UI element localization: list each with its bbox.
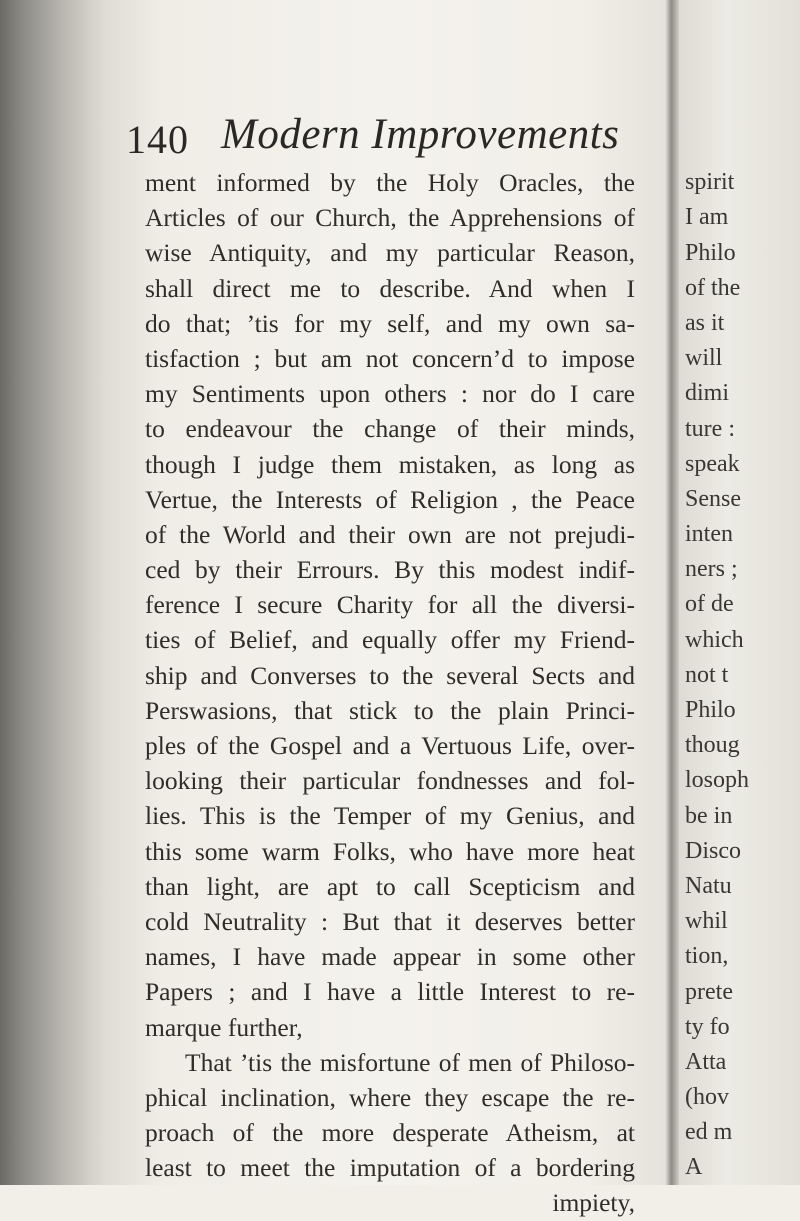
text-line: shall direct me to describe. And when I — [145, 273, 635, 303]
facing-text-line: prete — [685, 978, 733, 1005]
text-line: phical inclination, where they escape the re- — [145, 1082, 635, 1112]
book-page — [105, 0, 665, 1218]
facing-page-text — [685, 130, 800, 1185]
body-text — [145, 165, 635, 1221]
text-line: to endeavour the change of their minds, — [145, 414, 635, 444]
facing-text-line: losoph — [685, 767, 750, 794]
page-fold — [665, 0, 679, 1185]
text-line: cold Neutrality : But that it deserves better — [145, 906, 635, 936]
facing-text-line: ty fo — [685, 1013, 730, 1040]
facing-text-line: which — [685, 626, 744, 653]
facing-text-line: A — [685, 1154, 703, 1181]
facing-text-line: ture : — [685, 415, 735, 442]
facing-text-line: will — [685, 345, 723, 372]
facing-text-line: of de — [685, 591, 734, 618]
facing-text-line: be in — [685, 802, 733, 829]
facing-text-line: of the — [685, 274, 741, 301]
facing-text-line: not t — [685, 661, 729, 688]
text-line: Vertue, the Interests of Religion , the Peace — [145, 484, 635, 514]
text-line: least to meet the imputation of a bordering — [145, 1153, 635, 1183]
facing-text-line: whil — [685, 908, 728, 935]
facing-text-line: as it — [685, 309, 725, 336]
page-header — [126, 110, 646, 166]
catchword-line: impiety, — [552, 1188, 635, 1218]
text-line: names, I have made appear in some other — [145, 942, 635, 972]
facing-text-line — [685, 130, 800, 165]
text-line: looking their particular fondnesses and fol- — [145, 766, 635, 796]
facing-text-line: Sense — [685, 485, 741, 512]
facing-text-line: tion, — [685, 943, 729, 970]
facing-text-line: Philo — [685, 697, 736, 723]
facing-text-line: spirit — [685, 169, 735, 196]
facing-text-line: (hov — [685, 1084, 729, 1111]
text-line: That ’tis the misfortune of men of Philoso- — [185, 1047, 635, 1077]
text-line: ced by their Errours. By this modest indif- — [145, 555, 635, 585]
text-line: marque further, — [145, 1012, 303, 1042]
facing-text-line: ed m — [685, 1119, 733, 1146]
left-binding-shadow — [0, 0, 112, 1185]
text-line: Articles of our Church, the Apprehensions of — [145, 203, 635, 233]
text-line: Perswasions, that stick to the plain Princi- — [145, 695, 635, 725]
running-head: Modern Improvements — [221, 111, 620, 158]
facing-text-line: Disco — [685, 837, 741, 864]
text-line: do that; ’tis for my self, and my own sa- — [145, 308, 635, 338]
facing-text-line: Natu — [685, 872, 732, 899]
facing-text-line: Atta — [685, 1048, 727, 1075]
facing-text-line: Philo — [685, 239, 736, 266]
text-line: Papers ; and I have a little Interest to re- — [145, 977, 635, 1007]
page-number: 140 — [126, 117, 189, 162]
text-line: this some warm Folks, who have more heat — [145, 836, 635, 866]
text-line: ship and Converses to the several Sects and — [145, 660, 635, 690]
text-line: than light, are apt to call Scepticism and — [145, 871, 635, 901]
text-line: ties of Belief, and equally offer my Friend- — [145, 625, 635, 655]
text-line: wise Antiquity, and my particular Reason, — [145, 238, 635, 268]
text-line: proach of the more desperate Atheism, at — [145, 1118, 635, 1148]
facing-page — [679, 0, 800, 1185]
text-line: ference I secure Charity for all the diversi- — [145, 590, 635, 620]
text-line: lies. This is the Temper of my Genius, and — [145, 801, 635, 831]
facing-text-line: thoug — [685, 732, 740, 759]
text-line: ples of the Gospel and a Vertuous Life, over- — [145, 731, 635, 760]
facing-text-line: dimi — [685, 380, 730, 407]
text-line: of the World and their own are not prejudi- — [145, 519, 635, 549]
text-line: tisfaction ; but am not concern’d to impose — [145, 343, 635, 373]
facing-text-line: I am — [685, 204, 729, 231]
text-line: though I judge them mistaken, as long as — [145, 449, 635, 479]
facing-text-line: ners ; — [685, 556, 738, 583]
text-line: my Sentiments upon others : nor do I care — [145, 379, 635, 409]
text-line: ment informed by the Holy Oracles, the — [145, 168, 635, 197]
facing-text-line: inten — [685, 521, 733, 548]
facing-text-line: speak — [685, 450, 740, 477]
